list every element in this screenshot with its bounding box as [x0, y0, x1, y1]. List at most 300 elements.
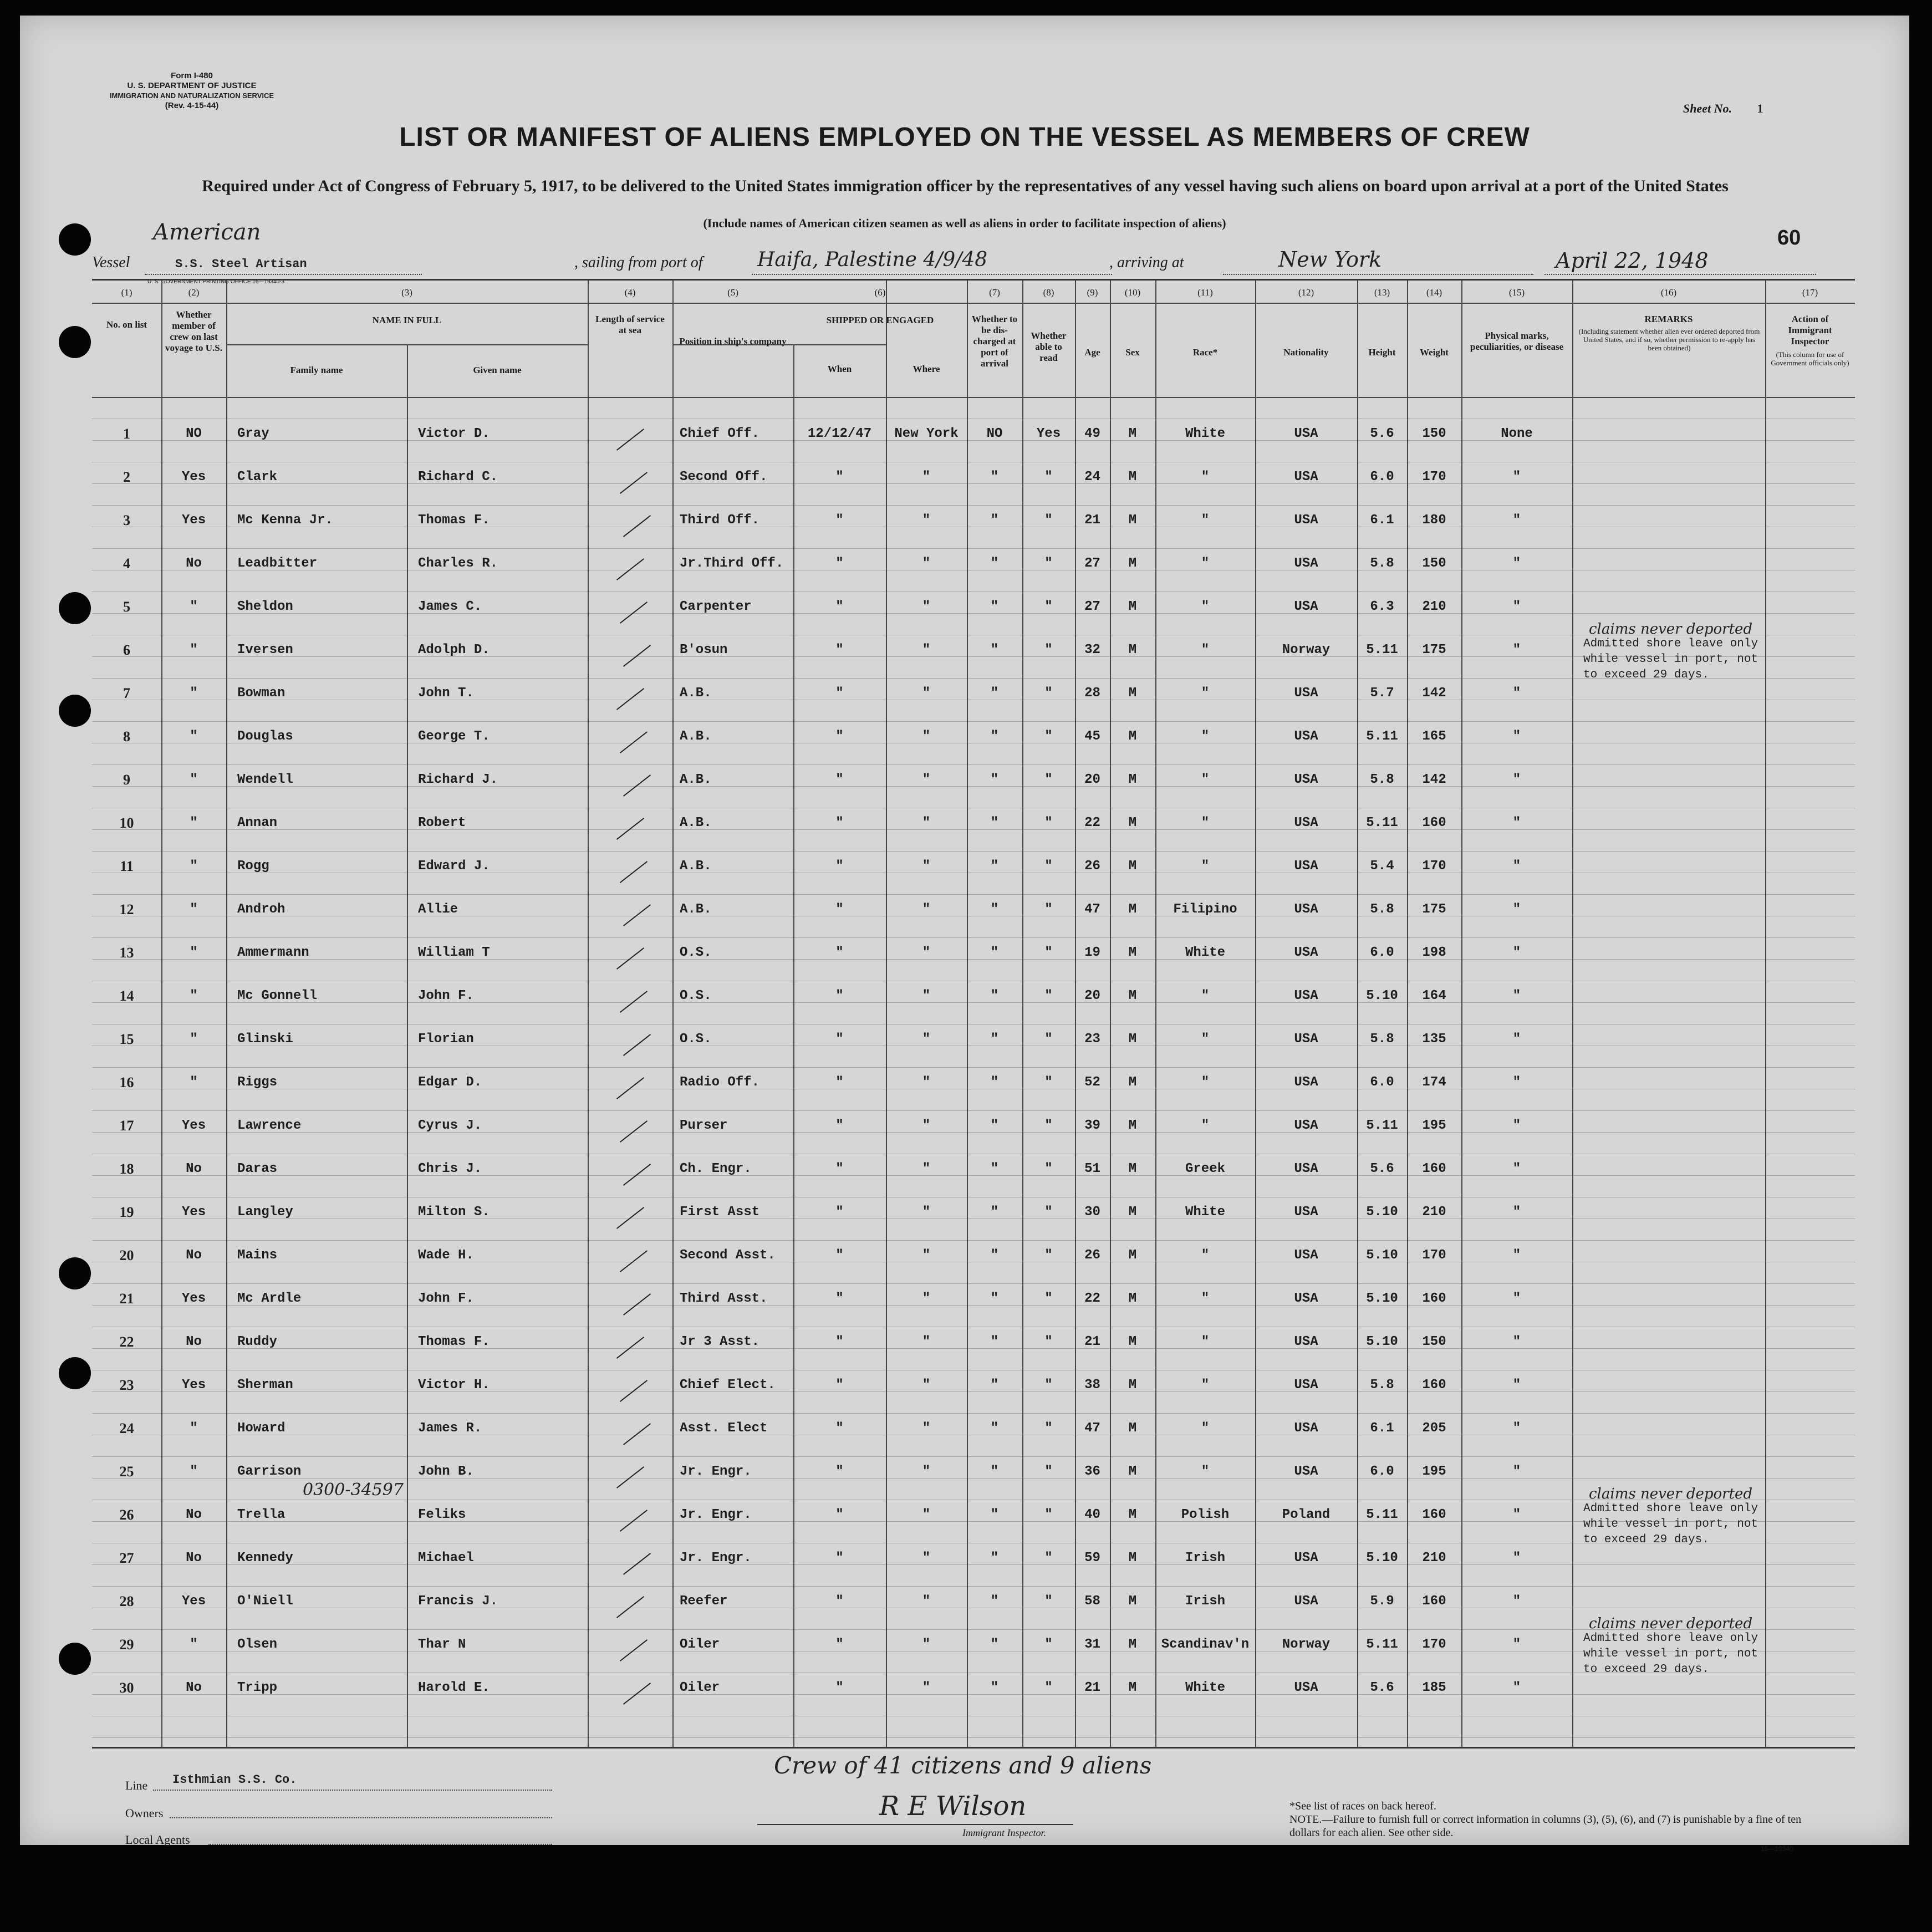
- punch-hole: [59, 592, 91, 624]
- cell-height: 5.4: [1370, 859, 1394, 874]
- cell-sex: M: [1128, 1118, 1137, 1133]
- cell-weight: 160: [1422, 1594, 1446, 1609]
- cell-position: A.B.: [680, 815, 712, 830]
- table-row: [92, 1673, 1855, 1716]
- cell-age: 32: [1084, 643, 1100, 657]
- cell-position: O.S.: [680, 945, 712, 960]
- cell-race: ": [1201, 686, 1210, 701]
- cell-family: Garrison: [237, 1464, 302, 1479]
- cell-given: John F.: [418, 1291, 474, 1306]
- cell-sex: M: [1128, 643, 1137, 657]
- cell-position: Asst. Elect: [680, 1421, 768, 1436]
- cell-given: George T.: [418, 729, 490, 744]
- cell-race: ": [1201, 1118, 1210, 1133]
- cell-race: ": [1201, 1421, 1210, 1436]
- cell-disch: ": [990, 988, 999, 1003]
- cell-member: ": [190, 1421, 198, 1436]
- crew-table: [92, 279, 1855, 1749]
- cell-sex: M: [1128, 426, 1137, 441]
- cell-when: ": [835, 729, 844, 744]
- table-row: [92, 1414, 1855, 1457]
- check-mark: [620, 1120, 648, 1143]
- cell-nat: USA: [1294, 815, 1318, 830]
- cell-race: White: [1185, 426, 1225, 441]
- vessel-label: Vessel: [92, 254, 130, 271]
- cell-nat: USA: [1294, 470, 1318, 485]
- cell-where: ": [922, 945, 931, 960]
- cell-sex: M: [1128, 1464, 1137, 1479]
- cell-member: NO: [186, 426, 202, 441]
- table-row: [92, 1111, 1855, 1154]
- cell-phys: ": [1512, 643, 1521, 657]
- cell-when: ": [835, 599, 844, 614]
- cell-member: No: [186, 1161, 202, 1176]
- cell-where: ": [922, 643, 931, 657]
- cell-when: ": [835, 1334, 844, 1349]
- cell-read: ": [1044, 772, 1053, 787]
- cell-given: Michael: [418, 1551, 474, 1566]
- sheet-label: Sheet No.: [1683, 101, 1732, 115]
- check-mark: [620, 991, 648, 1013]
- cell-height: 5.6: [1370, 1680, 1394, 1695]
- cell-height: 5.7: [1370, 686, 1394, 701]
- ledger-rule: [92, 1737, 1855, 1738]
- cell-when: ": [835, 1594, 844, 1609]
- cell-height: 6.0: [1370, 1464, 1394, 1479]
- cell-read: ": [1044, 1075, 1053, 1090]
- cell-disch: ": [990, 945, 999, 960]
- cell-read: ": [1044, 988, 1053, 1003]
- cell-nat: USA: [1294, 1075, 1318, 1090]
- cell-race: ": [1201, 599, 1210, 614]
- action-subheader: (This column for use of Government officials only): [1771, 350, 1849, 367]
- cell-when: 12/12/47: [807, 426, 872, 441]
- cell-position: Radio Off.: [680, 1075, 760, 1090]
- footer: [92, 1752, 1855, 1853]
- cell-given: Richard J.: [418, 772, 498, 787]
- cell-where: ": [922, 1421, 931, 1436]
- cell-where: ": [922, 902, 931, 917]
- cell-position: O.S.: [680, 1032, 712, 1047]
- remarks-header: REMARKS: [1644, 314, 1693, 324]
- column-number: (8): [1043, 287, 1054, 298]
- cell-family: Mains: [237, 1248, 278, 1263]
- page-title: LIST OR MANIFEST OF ALIENS EMPLOYED ON THE VESSEL AS MEMBERS OF CREW: [399, 123, 1530, 152]
- punch-hole: [59, 695, 91, 727]
- cell-sex: M: [1128, 772, 1137, 787]
- cell-height: 6.0: [1370, 470, 1394, 485]
- cell-position: Purser: [680, 1118, 728, 1133]
- check-mark: [623, 645, 651, 667]
- cell-sex: M: [1128, 1421, 1137, 1436]
- cell-family: Ruddy: [237, 1334, 278, 1349]
- table-row: [92, 1197, 1855, 1241]
- cell-when: ": [835, 1032, 844, 1047]
- cell-weight: 165: [1422, 729, 1446, 744]
- member-last-voyage-header: Whether member of crew on last voyage to U.S.: [165, 309, 222, 353]
- table-row: [92, 1370, 1855, 1414]
- cell-member: ": [190, 772, 198, 787]
- cell-sex: M: [1128, 945, 1137, 960]
- table-row: [92, 549, 1855, 592]
- cell-disch: ": [990, 1075, 999, 1090]
- cell-when: ": [835, 772, 844, 787]
- cell-where: ": [922, 470, 931, 485]
- cell-phys: ": [1512, 1161, 1521, 1176]
- cell-nat: USA: [1294, 1378, 1318, 1393]
- cell-race: ": [1201, 772, 1210, 787]
- cell-when: ": [835, 1680, 844, 1695]
- table-row: [92, 981, 1855, 1024]
- check-mark: [620, 1510, 648, 1532]
- cell-height: 6.0: [1370, 945, 1394, 960]
- line-value: Isthmian S.S. Co.: [172, 1773, 297, 1787]
- cell-weight: 160: [1422, 1161, 1446, 1176]
- table-row: [92, 679, 1855, 722]
- cell-race: ": [1201, 1291, 1210, 1306]
- cell-where: ": [922, 1161, 931, 1176]
- remark-handwritten: claims never deported: [1589, 1615, 1753, 1632]
- cell-sex: M: [1128, 1594, 1137, 1609]
- cell-no: 21: [119, 1291, 134, 1307]
- cell-when: ": [835, 470, 844, 485]
- cell-race: ": [1201, 1248, 1210, 1263]
- cell-race: Irish: [1185, 1551, 1225, 1566]
- cell-no: 13: [119, 945, 134, 961]
- cell-where: ": [922, 1507, 931, 1522]
- cell-weight: 170: [1422, 859, 1446, 874]
- cell-no: 9: [123, 772, 130, 788]
- cell-race: ": [1201, 859, 1210, 874]
- cell-member: Yes: [181, 1205, 206, 1220]
- page-number: 60: [1777, 226, 1801, 249]
- cell-when: ": [835, 815, 844, 830]
- action-header: Action of Immigrant Inspector: [1788, 314, 1832, 346]
- cell-member: ": [190, 686, 198, 701]
- inspector-label: Immigrant Inspector.: [962, 1827, 1046, 1838]
- cell-race: ": [1201, 988, 1210, 1003]
- cell-when: ": [835, 1075, 844, 1090]
- cell-member: No: [186, 556, 202, 571]
- punch-hole: [59, 1357, 91, 1389]
- cell-nat: USA: [1294, 1334, 1318, 1349]
- cell-sex: M: [1128, 988, 1137, 1003]
- cell-height: 6.1: [1370, 513, 1394, 528]
- cell-given: Francis J.: [418, 1594, 498, 1609]
- cell-no: 11: [120, 858, 134, 874]
- cell-weight: 170: [1422, 470, 1446, 485]
- cell-when: ": [835, 513, 844, 528]
- cell-read: ": [1044, 470, 1053, 485]
- cell-weight: 210: [1422, 1205, 1446, 1220]
- cell-weight: 160: [1422, 815, 1446, 830]
- cell-height: 5.8: [1370, 772, 1394, 787]
- table-row: [92, 1543, 1855, 1587]
- cell-height: 5.11: [1366, 815, 1398, 830]
- cell-age: 51: [1084, 1161, 1100, 1176]
- cell-read: ": [1044, 643, 1053, 657]
- cell-where: ": [922, 1032, 931, 1047]
- cell-disch: ": [990, 902, 999, 917]
- cell-sex: M: [1128, 1551, 1137, 1566]
- cell-position: A.B.: [680, 772, 712, 787]
- cell-family: Gray: [237, 426, 269, 441]
- cell-read: ": [1044, 1378, 1053, 1393]
- cell-when: ": [835, 643, 844, 657]
- cell-family: Glinski: [237, 1032, 293, 1047]
- cell-nat: USA: [1294, 426, 1318, 441]
- table-row: [92, 1284, 1855, 1327]
- cell-weight: 180: [1422, 513, 1446, 528]
- form-number: Form I-480: [171, 71, 213, 80]
- column-number: (7): [989, 287, 1000, 298]
- cell-height: 5.11: [1366, 729, 1398, 744]
- cell-read: ": [1044, 902, 1053, 917]
- cell-member: ": [190, 1075, 198, 1090]
- cell-phys: ": [1512, 1075, 1521, 1090]
- cell-nat: USA: [1294, 686, 1318, 701]
- cell-position: Carpenter: [680, 599, 752, 614]
- manifest-sheet: [20, 16, 1909, 1853]
- table-row: [92, 1154, 1855, 1197]
- cell-read: ": [1044, 1680, 1053, 1695]
- cell-read: ": [1044, 1032, 1053, 1047]
- cell-family: Annan: [237, 815, 278, 830]
- header-divider: [92, 397, 1855, 398]
- cell-family: Kennedy: [237, 1551, 293, 1566]
- cell-member: Yes: [181, 1291, 206, 1306]
- cell-age: 36: [1084, 1464, 1100, 1479]
- cell-where: ": [922, 1248, 931, 1263]
- cell-age: 20: [1084, 988, 1100, 1003]
- cell-family: Riggs: [237, 1075, 278, 1090]
- crew-note: Crew of 41 citizens and 9 aliens: [774, 1752, 1152, 1779]
- cell-where: ": [922, 988, 931, 1003]
- cell-sex: M: [1128, 1205, 1137, 1220]
- cell-read: ": [1044, 513, 1053, 528]
- check-mark: [623, 1423, 651, 1445]
- table-row: [92, 722, 1855, 765]
- cell-age: 26: [1084, 859, 1100, 874]
- table-row: [92, 1068, 1855, 1111]
- cell-weight: 195: [1422, 1118, 1446, 1133]
- cell-disch: ": [990, 815, 999, 830]
- cell-sex: M: [1128, 513, 1137, 528]
- cell-phys: ": [1512, 1551, 1521, 1566]
- discharged-header: Whether to be dis-charged at port of arrival: [971, 314, 1018, 369]
- column-number: (10): [1124, 287, 1141, 298]
- cell-member: No: [186, 1248, 202, 1263]
- cell-family: Olsen: [237, 1637, 278, 1652]
- cell-read: ": [1044, 1594, 1053, 1609]
- check-mark: [616, 1466, 644, 1488]
- check-mark: [616, 429, 644, 451]
- cell-position: Third Asst.: [680, 1291, 768, 1306]
- column-number: (16): [1660, 287, 1677, 298]
- line-label: Line: [125, 1778, 148, 1792]
- column-number: (12): [1298, 287, 1314, 298]
- cell-where: ": [922, 1118, 931, 1133]
- cell-nat: USA: [1294, 1161, 1318, 1176]
- cell-phys: ": [1512, 470, 1521, 485]
- cell-phys: ": [1512, 815, 1521, 830]
- cell-height: 6.3: [1370, 599, 1394, 614]
- cell-no: 4: [123, 555, 130, 572]
- table-row: [92, 1241, 1855, 1284]
- cell-where: ": [922, 513, 931, 528]
- vessel-row: [92, 247, 1866, 282]
- cell-nat: USA: [1294, 1551, 1318, 1566]
- cell-when: ": [835, 1637, 844, 1652]
- cell-position: A.B.: [680, 902, 712, 917]
- cell-race: ": [1201, 1378, 1210, 1393]
- column-number-divider: [92, 303, 1855, 304]
- cell-member: ": [190, 729, 198, 744]
- cell-position: Jr. Engr.: [680, 1551, 752, 1566]
- cell-sex: M: [1128, 859, 1137, 874]
- cell-member: Yes: [181, 513, 206, 528]
- cell-sex: M: [1128, 1637, 1137, 1652]
- cell-given: Allie: [418, 902, 458, 917]
- cell-disch: ": [990, 1334, 999, 1349]
- check-mark: [616, 1077, 644, 1099]
- cell-no: 18: [119, 1161, 134, 1177]
- cell-no: 19: [119, 1204, 134, 1220]
- cell-disch: ": [990, 1032, 999, 1047]
- cell-sex: M: [1128, 729, 1137, 744]
- cell-given: Charles R.: [418, 556, 498, 571]
- cell-height: 5.10: [1366, 988, 1398, 1003]
- cell-family: Sherman: [237, 1378, 293, 1393]
- cell-disch: ": [990, 1421, 999, 1436]
- cell-member: Yes: [181, 1594, 206, 1609]
- cell-race: ": [1201, 1075, 1210, 1090]
- cell-family: Rogg: [237, 859, 269, 874]
- cell-age: 45: [1084, 729, 1100, 744]
- cell-no: 22: [119, 1334, 134, 1350]
- cell-no: 14: [119, 988, 134, 1004]
- column-number: (3): [401, 287, 412, 298]
- cell-nat: USA: [1294, 1205, 1318, 1220]
- column-number: (5): [727, 287, 738, 298]
- cell-family: Howard: [237, 1421, 286, 1436]
- cell-where: ": [922, 1464, 931, 1479]
- cell-sex: M: [1128, 1291, 1137, 1306]
- cell-disch: ": [990, 470, 999, 485]
- cell-age: 30: [1084, 1205, 1100, 1220]
- cell-disch: ": [990, 772, 999, 787]
- cell-position: Second Asst.: [680, 1248, 776, 1263]
- cell-when: ": [835, 1551, 844, 1566]
- cell-no: 1: [123, 426, 130, 442]
- cell-position: A.B.: [680, 729, 712, 744]
- cell-where: ": [922, 1680, 931, 1695]
- cell-member: ": [190, 902, 198, 917]
- cell-age: 31: [1084, 1637, 1100, 1652]
- cell-weight: 185: [1422, 1680, 1446, 1695]
- column-number: (17): [1802, 287, 1818, 298]
- cell-age: 26: [1084, 1248, 1100, 1263]
- sex-header: Sex: [1125, 347, 1140, 358]
- cell-phys: ": [1512, 1680, 1521, 1695]
- cell-disch: ": [990, 1378, 999, 1393]
- cell-weight: 170: [1422, 1248, 1446, 1263]
- cell-position: Oiler: [680, 1680, 720, 1695]
- cell-no: 24: [119, 1420, 134, 1436]
- cell-phys: ": [1512, 1205, 1521, 1220]
- cell-disch: ": [990, 1205, 999, 1220]
- column-number: (9): [1087, 287, 1098, 298]
- cell-height: 5.8: [1370, 1378, 1394, 1393]
- cell-family: Lawrence: [237, 1118, 302, 1133]
- cell-height: 6.0: [1370, 1075, 1394, 1090]
- cell-sex: M: [1128, 1075, 1137, 1090]
- cell-age: 38: [1084, 1378, 1100, 1393]
- cell-given: Harold E.: [418, 1680, 490, 1695]
- cell-age: 28: [1084, 686, 1100, 701]
- cell-height: 5.6: [1370, 426, 1394, 441]
- cell-age: 58: [1084, 1594, 1100, 1609]
- cell-weight: 195: [1422, 1464, 1446, 1479]
- cell-age: 59: [1084, 1551, 1100, 1566]
- cell-position: Ch. Engr.: [680, 1161, 752, 1176]
- cell-no: 30: [119, 1680, 134, 1696]
- check-mark: [616, 818, 644, 840]
- cell-sex: M: [1128, 1032, 1137, 1047]
- cell-phys: ": [1512, 1334, 1521, 1349]
- cell-height: 5.10: [1366, 1551, 1398, 1566]
- cell-where: ": [922, 729, 931, 744]
- cell-disch: ": [990, 686, 999, 701]
- cell-height: 5.11: [1366, 1118, 1398, 1133]
- department: U. S. DEPARTMENT OF JUSTICE: [127, 81, 257, 90]
- cell-disch: ": [990, 859, 999, 874]
- cell-race: ": [1201, 513, 1210, 528]
- cell-age: 27: [1084, 599, 1100, 614]
- cell-height: 5.11: [1366, 1637, 1398, 1652]
- cell-phys: ": [1512, 729, 1521, 744]
- cell-race: ": [1201, 643, 1210, 657]
- cell-no: 2: [123, 469, 130, 485]
- cell-position: B'osun: [680, 643, 728, 657]
- cell-race: ": [1201, 556, 1210, 571]
- cell-position: First Asst: [680, 1205, 760, 1220]
- name-subheader-divider: [226, 344, 588, 345]
- cell-nat: USA: [1294, 1248, 1318, 1263]
- cell-nat: Norway: [1282, 1637, 1331, 1652]
- cell-weight: 160: [1422, 1507, 1446, 1522]
- cell-height: 5.11: [1366, 643, 1398, 657]
- cell-no: 25: [119, 1464, 134, 1480]
- cell-no: 8: [123, 728, 130, 745]
- cell-given: Victor D.: [418, 426, 490, 441]
- cell-phys: ": [1512, 513, 1521, 528]
- cell-where: ": [922, 1205, 931, 1220]
- cell-when: ": [835, 1507, 844, 1522]
- cell-weight: 164: [1422, 988, 1446, 1003]
- cell-disch: ": [990, 729, 999, 744]
- cell-read: ": [1044, 1291, 1053, 1306]
- cell-given: Robert: [418, 815, 466, 830]
- cell-member: ": [190, 1464, 198, 1479]
- cell-family: Mc Kenna Jr.: [237, 513, 333, 528]
- cell-race: White: [1185, 945, 1225, 960]
- cell-family: Bowman: [237, 686, 286, 701]
- table-row: [92, 1024, 1855, 1068]
- cell-phys: ": [1512, 1248, 1521, 1263]
- cell-member: ": [190, 1637, 198, 1652]
- handwritten-flag: American: [153, 220, 261, 245]
